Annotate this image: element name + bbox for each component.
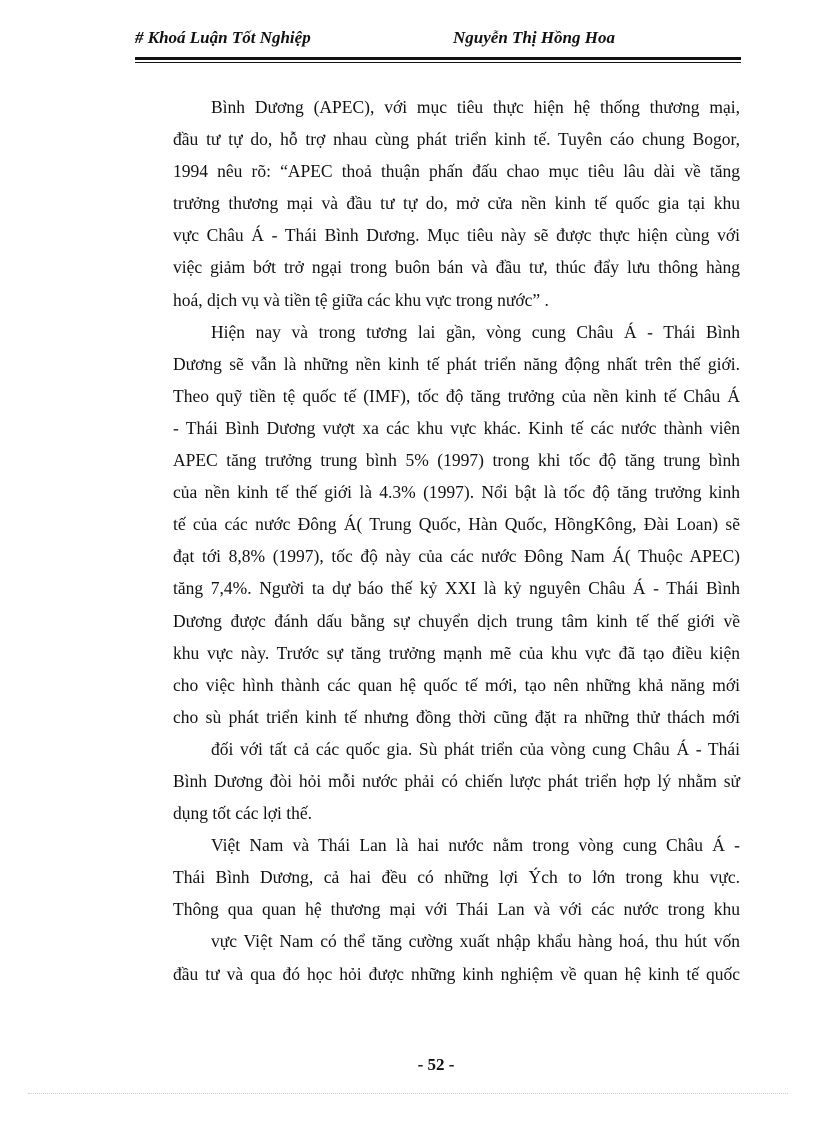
text-line: Thông qua quan hệ thương mại với Thái Lan và với các nước trong khu [173,899,740,920]
text-line: khu vực này. Trước sự tăng trưởng mạnh mẽ của khu vực đã tạo điều kiện [173,642,740,663]
page-bottom-divider [28,1093,788,1094]
body-text [173,91,740,990]
text-line: trưởng thương mại và đầu tư tự do, mở cửa nền kinh tế quốc gia tại khu [173,193,740,214]
text-line: Hiện nay và trong tương lai gần, vòng cung Châu Á - Thái Bình [211,321,740,342]
text-line: cho việc hình thành các quan hệ quốc tế mới, tạo nên những khả năng mới [173,674,740,695]
text-line: việc giảm bớt trở ngại trong buôn bán và đầu tư, thúc đẩy lưu thông hàng [173,257,740,278]
text-line: tăng 7,4%. Người ta dự báo thế kỷ XXI là kỷ nguyên Châu Á - Thái Bình [173,578,740,599]
text-line: Bình Dương đòi hỏi mỗi nước phải có chiến lược phát triển hợp lý nhằm sử [173,770,740,791]
text-line: APEC tăng trưởng trung bình 5% (1997) trong khi tốc độ tăng trung bình [173,450,740,471]
text-line: đầu tư tự do, hỗ trợ nhau cùng phát triển kinh tế. Tuyên cáo chung Bogor, [173,129,740,150]
text-line: dụng tốt các lợi thế. [173,803,313,824]
text-line: đối với tất cả các quốc gia. Sù phát triển của vòng cung Châu Á - Thái [211,738,740,759]
text-line: - Thái Bình Dương vượt xa các khu vực khác. Kinh tế các nước thành viên [173,417,740,438]
text-line: đạt tới 8,8% (1997), tốc độ này của các nước Đông Nam Á( Thuộc APEC) [173,546,740,567]
text-line: Việt Nam và Thái Lan là hai nước nằm trong vòng cung Châu Á - [211,835,740,856]
text-line: đầu tư và qua đó học hỏi được những kinh nghiệm về quan hệ kinh tế quốc [173,963,740,984]
text-line: vực Châu Á - Thái Bình Dương. Mục tiêu này sẽ được thực hiện cùng với [173,225,740,246]
header-rule-thin [135,62,741,63]
page-number: - 52 - [417,1055,455,1074]
text-line: Theo quỹ tiền tệ quốc tế (IMF), tốc độ tăng trưởng của nền kinh tế Châu Á [173,385,740,406]
header-author-name: Nguyễn Thị Hồng Hoa [453,28,615,47]
header-rule-thick [135,57,741,60]
text-line: Bình Dương (APEC), với mục tiêu thực hiện hệ thống thương mại, [211,97,740,117]
text-line: Thái Bình Dương, cả hai đều có những lợi Ých to lớn trong khu vực. [173,867,740,888]
text-line: Dương được đánh dấu bằng sự chuyển dịch trung tâm kinh tế thế giới về [173,610,740,631]
text-line: vực Việt Nam có thể tăng cường xuất nhập khẩu hàng hoá, thu hút vốn [211,931,740,952]
text-line: tế của các nước Đông Á( Trung Quốc, Hàn Quốc, HồngKông, Đài Loan) sẽ [173,514,740,535]
text-line: hoá, dịch vụ và tiền tệ giữa các khu vực trong nước” . [173,289,549,310]
header-thesis-title: # Khoá Luận Tốt Nghiệp [135,28,311,47]
text-line: Dương sẽ vẫn là những nền kinh tế phát triển năng động nhất trên thế giới. [173,353,740,374]
text-line: của nền kinh tế thế giới là 4.3% (1997). Nổi bật là tốc độ tăng trưởng kinh [173,482,740,503]
page-header [135,26,741,52]
text-line: cho sù phát triển kinh tế nhưng đồng thời cũng đặt ra những thử thách mới [173,706,740,727]
text-line: 1994 nêu rõ: “APEC thoả thuận phấn đấu chao mục tiêu lâu dài về tăng [173,161,740,182]
